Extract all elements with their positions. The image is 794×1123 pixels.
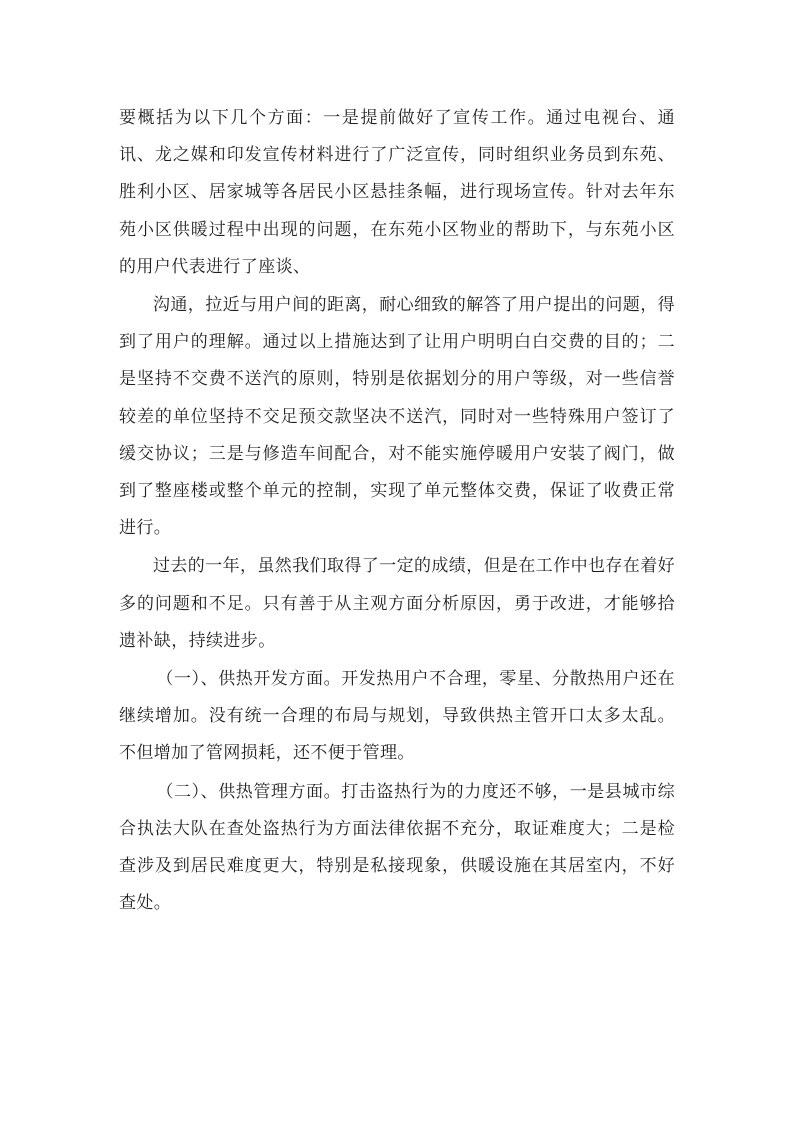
paragraph-3: 过去的一年，虽然我们取得了一定的成绩，但是在工作中也存在着好多的问题和不足。只有善于从主观方面分析原因，勇于改进，才能够拾遗补缺，持续进步。 (119, 556, 675, 651)
paragraph-4: （一）、供热开发方面。开发热用户不合理，零星、分散热用户还在继续增加。没有统一合理的布局与规划，导致供热主管开口太多太乱。不但增加了管网损耗，还不便于管理。 (119, 669, 675, 764)
document-body (119, 100, 675, 922)
paragraph-5: （二）、供热管理方面。打击盗热行为的力度还不够，一是县城市综合执法大队在查处盗热行为方面法律依据不充分，取证难度大；二是检查涉及到居民难度更大，特别是私接现象，供暖设施在其居室内，不好查处。 (119, 781, 675, 914)
paragraph-2: 沟通，拉近与用户间的距离，耐心细致的解答了用户提出的问题，得到了用户的理解。通过以上措施达到了让用户明明白白交费的目的；二是坚持不交费不送汽的原则，特别是依据划分的用户等级，对一些信誉较差的单位坚持不交足预交款坚决不送汽，同时对一些特殊用户签订了缓交协议；三是与修造车间配合，对不能实施停暖用户安装了阀门，做到了整座楼或整个单元的控制，实现了单元整体交费，保证了收费正常进行。 (119, 295, 675, 539)
paragraph-1: 要概括为以下几个方面：一是提前做好了宣传工作。通过电视台、通讯、龙之媒和印发宣传材料进行了广泛宣传，同时组织业务员到东苑、胜利小区、居家城等各居民小区悬挂条幅，进行现场宣传。针对去年东苑小区供暖过程中出现的问题，在东苑小区物业的帮助下，与东苑小区的用户代表进行了座谈、 (119, 108, 675, 277)
